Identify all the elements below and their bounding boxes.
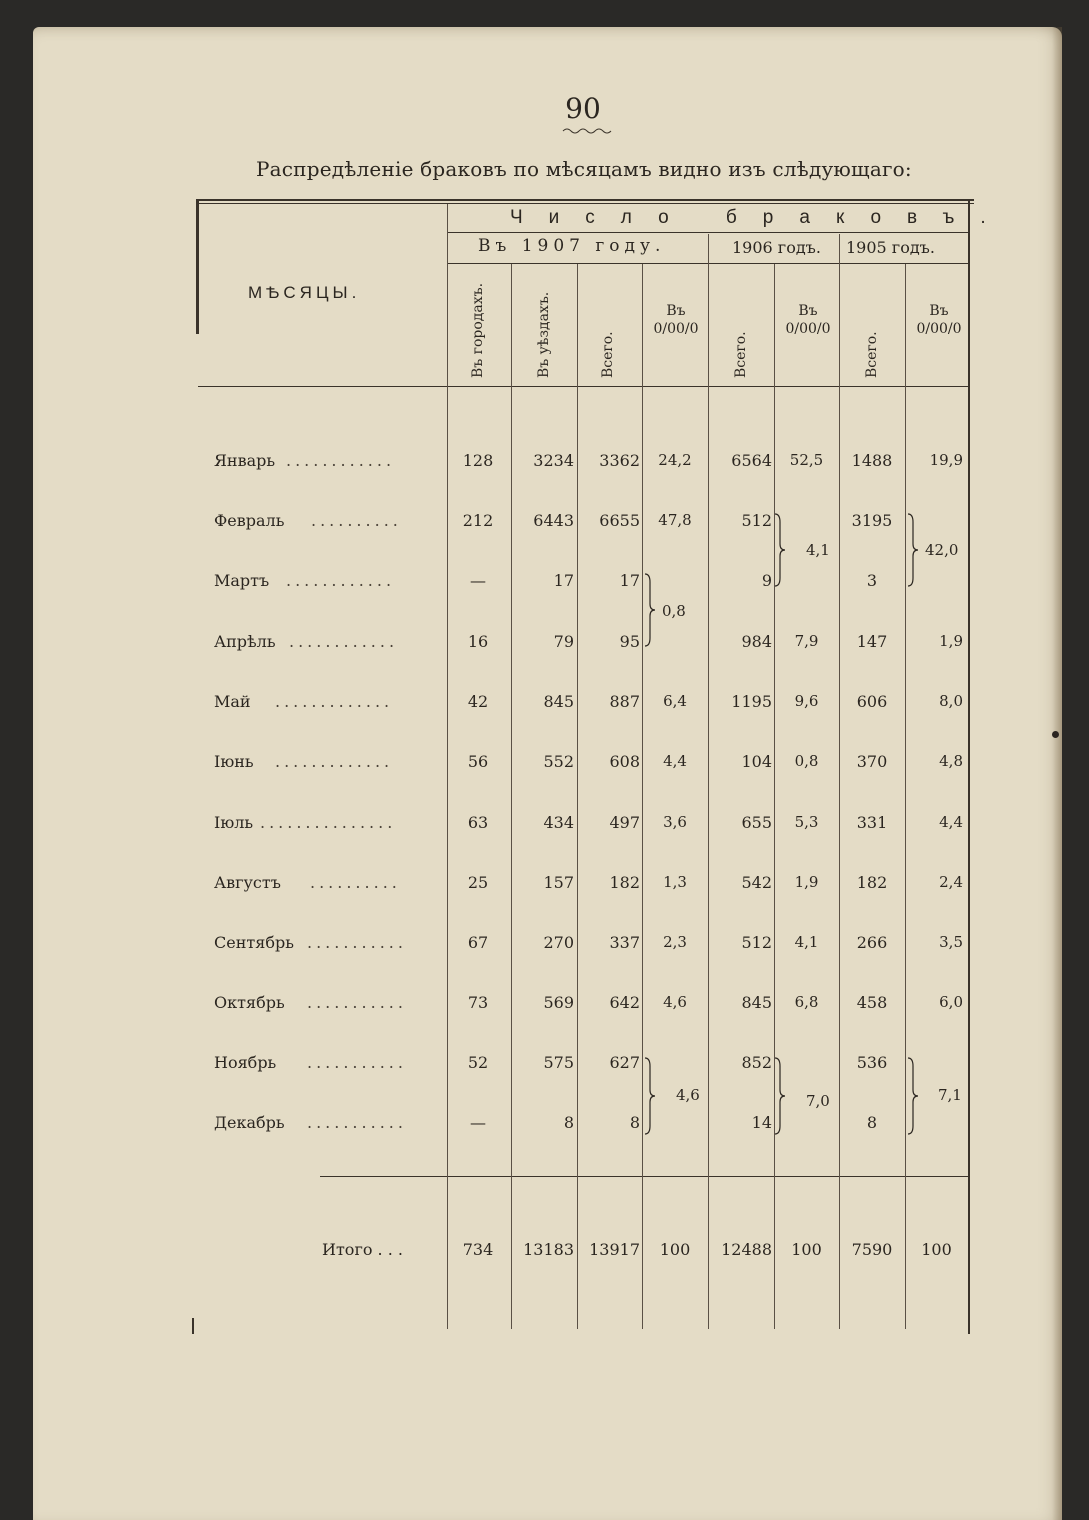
cell-uezd: 569: [543, 993, 574, 1012]
cell-vsego06: 512: [741, 933, 772, 952]
total-vsego07: 13917: [589, 1240, 640, 1259]
table-caption: Распредѣленіе браковъ по мѣсяцамъ видно изъ слѣдующаго:: [256, 157, 912, 181]
table-top-rule: [197, 199, 974, 201]
cell-pct06: 7,9: [794, 632, 819, 650]
cell-gor: 73: [467, 993, 489, 1012]
month-label: Сентябрь: [214, 933, 294, 952]
col-line: [774, 264, 775, 1329]
cell-vsego06: 655: [741, 813, 772, 832]
brace-icon: [906, 1056, 920, 1136]
cell-vsego07: 497: [609, 813, 640, 832]
total-row: [0, 1240, 1089, 1270]
cell-vsego05: 1488: [851, 451, 893, 470]
binding-hole: [1052, 731, 1059, 738]
cell-gor: 52: [467, 1053, 489, 1072]
total-vsego06: 12488: [721, 1240, 772, 1259]
month-label: Январь: [214, 451, 276, 470]
cell-vsego05: 331: [856, 813, 888, 832]
month-label: Октябрь: [214, 993, 285, 1012]
cell-pct07: 4,4: [663, 752, 687, 770]
cell-pct05: 4,4: [939, 813, 963, 831]
table-row: [0, 873, 1089, 903]
brace-icon: [643, 572, 657, 648]
header-v-gorodakh: Въ городахъ.: [470, 282, 486, 378]
cell-vsego07: 6655: [599, 511, 640, 530]
header-vsego-1906: Всего.: [733, 331, 749, 378]
merged-nov-dec-pct05: 7,1: [938, 1086, 962, 1104]
table-row: [0, 1113, 1089, 1143]
cell-uezd: 79: [553, 632, 574, 651]
cell-vsego05: 3: [866, 571, 878, 590]
col-line: [577, 264, 578, 1329]
cell-uezd: 845: [543, 692, 574, 711]
cell-gor: —: [470, 1113, 486, 1132]
cell-gor: —: [470, 571, 486, 590]
cell-uezd: 8: [563, 1113, 574, 1132]
cell-uezd: 3234: [533, 451, 574, 470]
merged-nov-dec-pct06: 7,0: [806, 1092, 830, 1110]
cell-gor: 67: [467, 933, 489, 952]
totals-rule: [320, 1176, 970, 1177]
cell-pct07: 4,6: [663, 993, 687, 1011]
leader-dots: ............: [286, 451, 396, 470]
cell-vsego06: 104: [741, 752, 772, 771]
cell-vsego06: 1195: [731, 692, 772, 711]
month-label: Августъ: [214, 873, 281, 892]
leader-dots: ...............: [260, 813, 397, 832]
cell-uezd: 270: [543, 933, 574, 952]
cell-gor: 42: [467, 692, 489, 711]
cell-vsego06: 512: [741, 511, 772, 530]
cell-pct06: 9,6: [794, 692, 819, 710]
cell-pct06: 5,3: [794, 813, 819, 831]
col-line: [642, 264, 643, 1329]
cell-vsego06: 542: [741, 873, 772, 892]
header-v-uezdakh: Въ уѣздахъ.: [536, 291, 552, 378]
leader-dots: .............: [275, 752, 394, 771]
page-number: 90: [565, 92, 601, 125]
cell-gor: 128: [462, 451, 494, 470]
cell-gor: 16: [467, 632, 489, 651]
cell-vsego07: 3362: [599, 451, 640, 470]
cell-gor: 25: [467, 873, 489, 892]
page-number-ornament: [562, 126, 614, 134]
cell-pct06: 4,1: [794, 933, 819, 951]
header-pct-1905: Въ 0/00/0: [916, 303, 962, 337]
brace-icon: [643, 1056, 657, 1136]
cell-gor: 212: [462, 511, 494, 530]
cell-vsego05: 8: [866, 1113, 878, 1132]
brace-icon: [773, 512, 787, 588]
cell-vsego07: 95: [619, 632, 640, 651]
cell-vsego07: 8: [629, 1113, 640, 1132]
total-pct06: 100: [791, 1240, 822, 1259]
cell-pct06: 1,9: [794, 873, 819, 891]
month-label: Мартъ: [214, 571, 270, 590]
cell-vsego05: 458: [856, 993, 888, 1012]
table-left-rule: [196, 199, 199, 334]
cell-vsego07: 182: [609, 873, 640, 892]
cell-uezd: 17: [553, 571, 574, 590]
cell-pct07: 2,3: [663, 933, 687, 951]
cell-vsego05: 266: [856, 933, 888, 952]
cell-vsego05: 536: [856, 1053, 888, 1072]
leader-dots: ..........: [311, 511, 402, 530]
leader-dots: ...........: [307, 993, 407, 1012]
cell-pct05: 2,4: [939, 873, 963, 891]
table-row: [0, 632, 1089, 662]
cell-vsego07: 17: [619, 571, 640, 590]
total-uezd: 13183: [523, 1240, 574, 1259]
table-row: [0, 451, 1089, 481]
leader-dots: .............: [275, 692, 394, 711]
table-row: [0, 571, 1089, 601]
header-vsego-1905: Всего.: [864, 331, 880, 378]
cell-uezd: 552: [543, 752, 574, 771]
header-chislo-brakov: Число браковъ.: [510, 207, 1012, 228]
total-vsego05: 7590: [851, 1240, 893, 1259]
cell-vsego06: 14: [751, 1113, 772, 1132]
month-label: Іюль: [214, 813, 254, 832]
table-row: [0, 511, 1089, 541]
cell-vsego06: 852: [741, 1053, 772, 1072]
total-pct07: 100: [659, 1240, 691, 1259]
month-label: Ноябрь: [214, 1053, 277, 1072]
cell-vsego05: 3195: [851, 511, 893, 530]
cell-pct05: 19,9: [929, 451, 963, 469]
header-year-1907: Въ 1907 году.: [478, 236, 666, 256]
cell-uezd: 575: [543, 1053, 574, 1072]
cell-vsego06: 845: [741, 993, 772, 1012]
leader-dots: ...........: [307, 1113, 407, 1132]
month-label: Апрѣль: [214, 632, 276, 651]
brace-icon: [773, 1056, 787, 1136]
cell-pct05: 1,9: [939, 632, 963, 650]
cell-pct05: 6,0: [939, 993, 963, 1011]
cell-pct06: 52,5: [789, 451, 824, 469]
cell-pct06: 6,8: [794, 993, 819, 1011]
cell-vsego05: 147: [856, 632, 888, 651]
cell-vsego06: 6564: [731, 451, 772, 470]
table-row: [0, 692, 1089, 722]
total-label: Итого . . .: [322, 1240, 403, 1259]
cell-vsego07: 642: [609, 993, 640, 1012]
header-vsego-1907: Всего.: [600, 331, 616, 378]
header-pct-1906: Въ 0/00/0: [785, 303, 831, 337]
cell-vsego07: 887: [609, 692, 640, 711]
month-label: Іюнь: [214, 752, 254, 771]
leader-dots: ..........: [310, 873, 401, 892]
header-year-1906: 1906 годъ.: [732, 238, 821, 257]
cell-vsego05: 182: [856, 873, 888, 892]
merged-feb-mar-pct05: 42,0: [925, 541, 959, 559]
cell-gor: 56: [467, 752, 489, 771]
leader-dots: ............: [289, 632, 399, 651]
cell-vsego06: 9: [761, 571, 772, 590]
leader-dots: ...........: [307, 933, 407, 952]
cell-pct07: 1,3: [663, 873, 687, 891]
col-line: [905, 264, 906, 1329]
total-pct05: 100: [921, 1240, 952, 1259]
header-months: МѢСЯЦЫ.: [248, 283, 361, 302]
cell-uezd: 157: [543, 873, 574, 892]
total-gor: 734: [462, 1240, 494, 1259]
cell-pct05: 3,5: [939, 933, 963, 951]
cell-pct07: 3,6: [663, 813, 687, 831]
month-label: Декабрь: [214, 1113, 285, 1132]
table-row: [0, 813, 1089, 843]
cell-vsego05: 606: [856, 692, 888, 711]
merged-feb-mar-pct06: 4,1: [806, 541, 830, 559]
cell-gor: 63: [467, 813, 489, 832]
header-bottom-rule: [198, 386, 970, 387]
leader-dots: ...........: [307, 1053, 407, 1072]
cell-vsego07: 627: [609, 1053, 640, 1072]
cell-uezd: 434: [543, 813, 574, 832]
table-row: [0, 993, 1089, 1023]
leader-dots: ............: [286, 571, 396, 590]
col-line: [511, 264, 512, 1329]
merged-nov-dec-pct07: 4,6: [676, 1086, 700, 1104]
table-left-rule-lower: [192, 1318, 194, 1334]
cell-pct05: 8,0: [939, 692, 963, 710]
brace-icon: [906, 512, 920, 588]
merged-mar-apr-pct07: 0,8: [662, 602, 686, 620]
cell-vsego05: 370: [856, 752, 888, 771]
cell-pct05: 4,8: [939, 752, 963, 770]
header-pct-1907: Въ 0/00/0: [653, 303, 699, 337]
cell-vsego07: 608: [609, 752, 640, 771]
cell-pct07: 47,8: [658, 511, 692, 529]
header-year-1905: 1905 годъ.: [846, 238, 935, 257]
cell-vsego06: 984: [741, 632, 772, 651]
table-row: [0, 1053, 1089, 1083]
cell-pct07: 24,2: [658, 451, 692, 469]
cell-pct06: 0,8: [794, 752, 819, 770]
table-row: [0, 752, 1089, 782]
cell-uezd: 6443: [533, 511, 574, 530]
month-label: Февраль: [214, 511, 285, 530]
table-row: [0, 933, 1089, 963]
cell-vsego07: 337: [609, 933, 640, 952]
table-top-rule-thin: [197, 203, 974, 204]
cell-pct07: 6,4: [663, 692, 687, 710]
header-sub-rule-1: [447, 232, 968, 233]
month-label: Май: [214, 692, 251, 711]
